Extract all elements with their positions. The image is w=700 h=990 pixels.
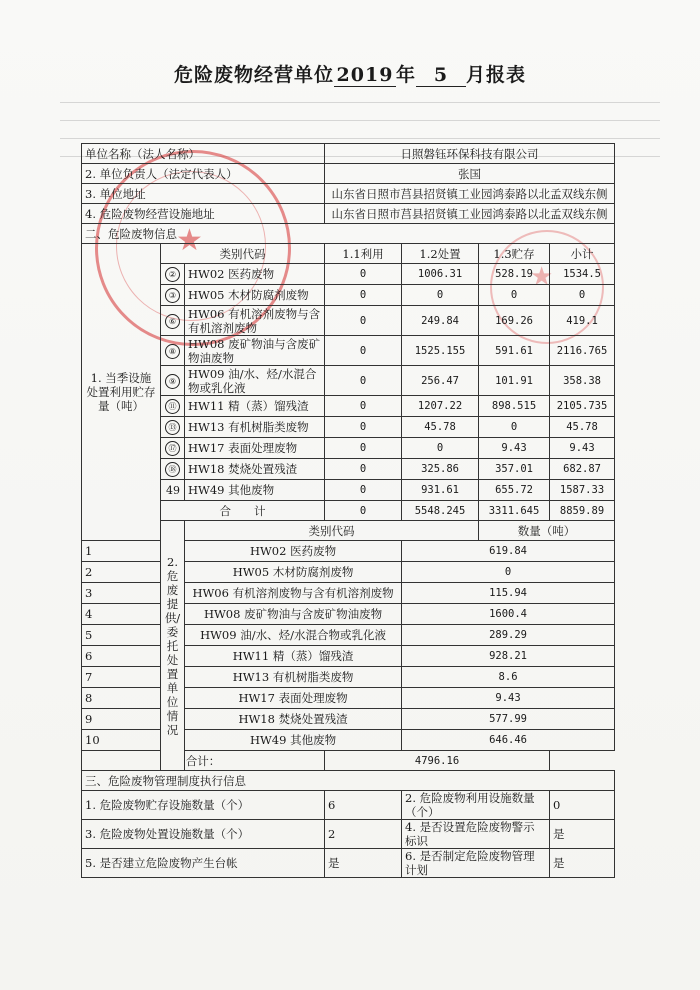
item-number: ③	[165, 288, 180, 303]
table-row	[82, 164, 615, 184]
dispose-value: 1207.22	[402, 396, 479, 417]
waste-name: HW08 废矿物油与含废矿物油废物	[185, 336, 325, 366]
waste-name: HW13 有机树脂类废物	[185, 417, 325, 438]
waste-name: HW08 废矿物油与含废矿物油废物	[185, 604, 402, 625]
store-value: 101.91	[479, 366, 550, 396]
col-header: 类别代码	[185, 521, 479, 541]
dispose-value: 0	[402, 285, 479, 306]
use-value: 0	[325, 336, 402, 366]
waste-name: HW06 有机溶剂废物与含有机溶剂废物	[185, 583, 402, 604]
subtotal-value: 358.38	[550, 366, 615, 396]
total-store: 3311.645	[479, 501, 550, 521]
field-label: 单位名称（法人名称）	[82, 144, 325, 164]
subtotal-value: 9.43	[550, 438, 615, 459]
col-header: 1.3贮存	[479, 244, 550, 264]
total-use: 0	[325, 501, 402, 521]
item-number: ⑰	[165, 441, 180, 456]
waste-name: HW09 油/水、烃/水混合物或乳化液	[185, 625, 402, 646]
faint-seal: ★	[490, 230, 604, 344]
quantity-value: 577.99	[402, 709, 615, 730]
table-row	[82, 849, 615, 878]
row-number: 5	[82, 625, 161, 646]
table-row	[82, 396, 615, 417]
dispose-value: 1006.31	[402, 264, 479, 285]
subtotal-value: 1534.5	[550, 264, 615, 285]
item-number-cell	[161, 417, 185, 438]
table-row	[82, 791, 615, 820]
table-row	[82, 204, 615, 224]
field-label: 4. 危险废物经营设施地址	[82, 204, 325, 224]
table-row	[82, 366, 615, 396]
mgmt-value: 是	[550, 849, 615, 878]
title-year: 2019	[334, 64, 396, 87]
total-quantity: 4796.16	[325, 751, 550, 771]
item-number-cell	[161, 264, 185, 285]
use-value: 0	[325, 438, 402, 459]
quantity-value: 289.29	[402, 625, 615, 646]
waste-name: HW49 其他废物	[185, 730, 402, 751]
store-value: 898.515	[479, 396, 550, 417]
subtotal-value: 419.1	[550, 306, 615, 336]
table-row	[82, 144, 615, 164]
use-value: 0	[325, 396, 402, 417]
row-number: 10	[82, 730, 161, 751]
field-value: 山东省日照市莒县招贤镇工业园鸿泰路以北孟双线东侧	[325, 204, 615, 224]
subtotal-value: 2116.765	[550, 336, 615, 366]
mgmt-value: 6	[325, 791, 402, 820]
store-value: 591.61	[479, 336, 550, 366]
store-value: 655.72	[479, 480, 550, 501]
title-prefix: 危险废物经营单位	[173, 64, 334, 86]
subtotal-value: 2105.735	[550, 396, 615, 417]
row-number: 1	[82, 541, 161, 562]
row-number: 7	[82, 667, 161, 688]
quantity-value: 1600.4	[402, 604, 615, 625]
use-value: 0	[325, 417, 402, 438]
title-suffix: 月报表	[466, 64, 527, 86]
item-number-cell	[161, 438, 185, 459]
quantity-value: 0	[402, 562, 615, 583]
subtotal-value: 1587.33	[550, 480, 615, 501]
row-number: 3	[82, 583, 161, 604]
mgmt-value: 2	[325, 820, 402, 849]
report-title	[0, 60, 700, 87]
item-number: ②	[165, 267, 180, 282]
waste-name: HW05 木材防腐剂废物	[185, 562, 402, 583]
company-seal: ★	[95, 150, 291, 346]
row-number: 2	[82, 562, 161, 583]
title-month: 5	[416, 64, 466, 87]
dispose-value: 256.47	[402, 366, 479, 396]
use-value: 0	[325, 306, 402, 336]
waste-name: HW11 精（蒸）馏残渣	[185, 646, 402, 667]
section1-side-label: 1. 当季设施处置利用贮存量（吨）	[82, 244, 161, 541]
table-row	[82, 459, 615, 480]
use-value: 0	[325, 366, 402, 396]
quantity-value: 8.6	[402, 667, 615, 688]
section-heading: 二、危险废物信息	[82, 224, 615, 244]
waste-name: HW18 焚烧处置残渣	[185, 709, 402, 730]
total-label: 合计：	[82, 751, 325, 771]
table-row	[82, 336, 615, 366]
use-value: 0	[325, 285, 402, 306]
field-label: 2. 单位负责人（法定代表人）	[82, 164, 325, 184]
waste-name: HW05 木材防腐剂废物	[185, 285, 325, 306]
item-number: ⑨	[165, 374, 180, 389]
table-row	[82, 417, 615, 438]
quantity-value: 928.21	[402, 646, 615, 667]
waste-name: HW09 油/水、烃/水混合物或乳化液	[185, 366, 325, 396]
subtotal-value: 0	[550, 285, 615, 306]
table-row	[82, 771, 615, 791]
table-row	[82, 244, 615, 264]
quantity-value: 9.43	[402, 688, 615, 709]
mgmt-label: 3. 危险废物处置设施数量（个）	[82, 820, 325, 849]
mgmt-value: 是	[325, 849, 402, 878]
table-row	[82, 184, 615, 204]
store-value: 9.43	[479, 438, 550, 459]
table-row	[82, 224, 615, 244]
store-value: 0	[479, 285, 550, 306]
mgmt-label: 4. 是否设置危险废物警示标识	[402, 820, 550, 849]
item-number-cell	[161, 285, 185, 306]
quantity-value: 619.84	[402, 541, 615, 562]
col-header: 数量（吨）	[479, 521, 615, 541]
item-number: ⑬	[165, 420, 180, 435]
mgmt-label: 2. 危险废物利用设施数量（个）	[402, 791, 550, 820]
dispose-value: 931.61	[402, 480, 479, 501]
table-row	[82, 438, 615, 459]
item-number-cell	[161, 366, 185, 396]
waste-name: HW11 精（蒸）馏残渣	[185, 396, 325, 417]
item-number-cell	[161, 480, 185, 501]
item-number-cell	[161, 306, 185, 336]
dispose-value: 0	[402, 438, 479, 459]
item-number-cell	[161, 396, 185, 417]
item-number: ⑥	[165, 314, 180, 329]
dispose-value: 1525.155	[402, 336, 479, 366]
table-row	[82, 264, 615, 285]
dispose-value: 45.78	[402, 417, 479, 438]
total-label: 合 计	[161, 501, 325, 521]
waste-name: HW17 表面处理废物	[185, 688, 402, 709]
item-number-cell	[161, 336, 185, 366]
quantity-value: 115.94	[402, 583, 615, 604]
col-header: 类别代码	[161, 244, 325, 264]
use-value: 0	[325, 264, 402, 285]
table-row	[82, 480, 615, 501]
table-row	[82, 820, 615, 849]
dispose-value: 325.86	[402, 459, 479, 480]
item-number-cell	[161, 459, 185, 480]
store-value: 0	[479, 417, 550, 438]
waste-name: HW02 医药废物	[185, 541, 402, 562]
item-number: ⑱	[165, 462, 180, 477]
mgmt-label: 6. 是否制定危险废物管理计划	[402, 849, 550, 878]
mgmt-value: 0	[550, 791, 615, 820]
table-row	[82, 285, 615, 306]
mgmt-value: 是	[550, 820, 615, 849]
waste-name: HW02 医药废物	[185, 264, 325, 285]
report-table	[81, 143, 615, 878]
item-number: 49	[166, 484, 180, 497]
col-header: 小计	[550, 244, 615, 264]
dispose-value: 249.84	[402, 306, 479, 336]
waste-name: HW17 表面处理废物	[185, 438, 325, 459]
table-row	[82, 751, 615, 771]
use-value: 0	[325, 459, 402, 480]
waste-name: HW13 有机树脂类废物	[185, 667, 402, 688]
field-label: 3. 单位地址	[82, 184, 325, 204]
table-row	[82, 521, 615, 541]
field-value: 张国	[325, 164, 615, 184]
quantity-value: 646.46	[402, 730, 615, 751]
waste-name: HW18 焚烧处置残渣	[185, 459, 325, 480]
mgmt-label: 5. 是否建立危险废物产生台帐	[82, 849, 325, 878]
table-row	[82, 306, 615, 336]
section-heading: 三、危险废物管理制度执行信息	[82, 771, 615, 791]
subtotal-value: 45.78	[550, 417, 615, 438]
title-year-unit: 年	[395, 64, 416, 86]
store-value: 528.19	[479, 264, 550, 285]
waste-name: HW06 有机溶剂废物与含有机溶剂废物	[185, 306, 325, 336]
waste-name: HW49 其他废物	[185, 480, 325, 501]
item-number: ⑪	[165, 399, 180, 414]
total-dispose: 5548.245	[402, 501, 479, 521]
total-subtotal: 8859.89	[550, 501, 615, 521]
use-value: 0	[325, 480, 402, 501]
mgmt-label: 1. 危险废物贮存设施数量（个）	[82, 791, 325, 820]
table-row	[82, 501, 615, 521]
item-number: ⑧	[165, 344, 180, 359]
row-number: 8	[82, 688, 161, 709]
field-value: 日照磐钰环保科技有限公司	[325, 144, 615, 164]
row-number: 6	[82, 646, 161, 667]
store-value: 357.01	[479, 459, 550, 480]
field-value: 山东省日照市莒县招贤镇工业园鸿泰路以北孟双线东侧	[325, 184, 615, 204]
row-number: 9	[82, 709, 161, 730]
subtotal-value: 682.87	[550, 459, 615, 480]
col-header: 1.1利用	[325, 244, 402, 264]
store-value: 169.26	[479, 306, 550, 336]
col-header: 1.2处置	[402, 244, 479, 264]
section2-side-label: 2. 危废提供/委托处置单位情况	[161, 521, 185, 771]
row-number: 4	[82, 604, 161, 625]
